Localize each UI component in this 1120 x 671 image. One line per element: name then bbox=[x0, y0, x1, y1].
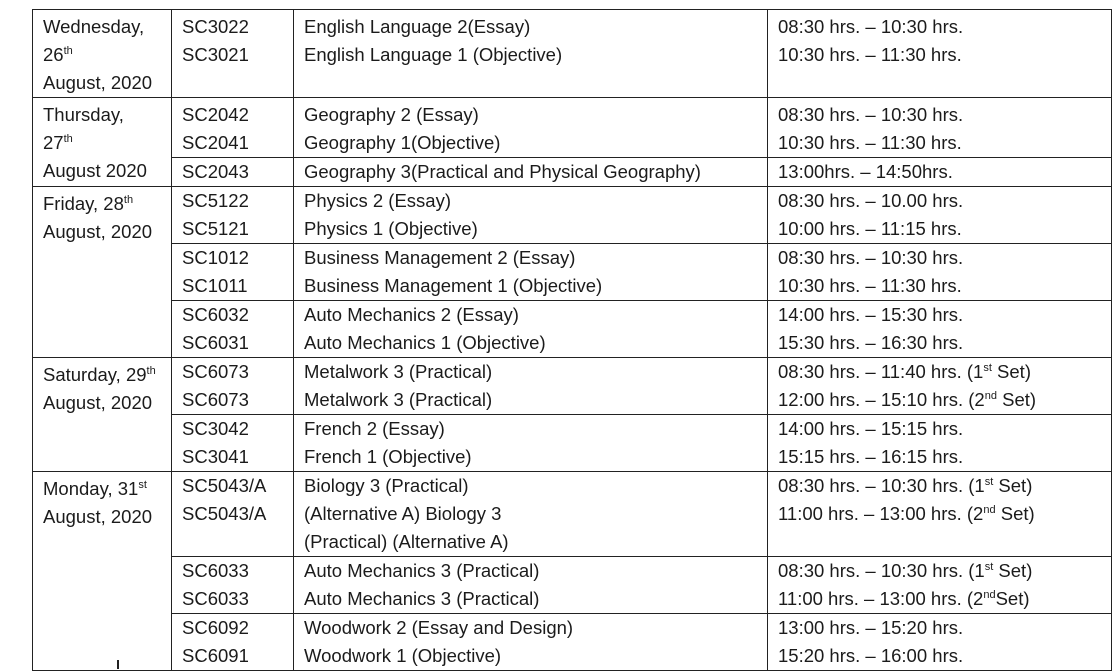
subject-name: Business Management 2 (Essay) bbox=[304, 247, 576, 268]
subject-cell bbox=[294, 557, 768, 614]
code-cell bbox=[172, 472, 294, 557]
time-slot: 14:00 hrs. – 15:30 hrs. bbox=[778, 304, 964, 325]
ordinal-suffix: nd bbox=[984, 390, 997, 402]
paper-code: SC5043/A bbox=[182, 475, 267, 496]
ordinal-suffix: st bbox=[983, 362, 992, 374]
date-line: August, 2020 bbox=[43, 392, 153, 413]
time-slot: 15:30 hrs. – 16:30 hrs. bbox=[778, 332, 964, 353]
time-slot: 11:00 hrs. – 13:00 hrs. (2nd Set) bbox=[778, 503, 1035, 524]
table-row bbox=[33, 614, 1112, 671]
time-slot: 10:30 hrs. – 11:30 hrs. bbox=[778, 275, 962, 296]
paper-code: SC2043 bbox=[182, 161, 249, 182]
code-cell bbox=[172, 98, 294, 158]
date-line: August, 2020 bbox=[43, 506, 153, 527]
time-cell bbox=[768, 98, 1112, 158]
code-cell bbox=[172, 187, 294, 244]
subject-name: (Alternative A) Biology 3 bbox=[304, 503, 502, 524]
subject-cell bbox=[294, 187, 768, 244]
time-cell bbox=[768, 557, 1112, 614]
subject-cell bbox=[294, 10, 768, 98]
date-line: August, 2020 bbox=[43, 221, 153, 242]
subject-name: Physics 1 (Objective) bbox=[304, 218, 478, 239]
code-cell bbox=[172, 301, 294, 358]
paper-code: SC6073 bbox=[182, 361, 249, 382]
time-cell bbox=[768, 187, 1112, 244]
subject-name: Auto Mechanics 1 (Objective) bbox=[304, 332, 546, 353]
ordinal-suffix: th bbox=[63, 45, 73, 57]
subject-cell bbox=[294, 244, 768, 301]
ordinal-suffix: th bbox=[146, 365, 156, 377]
subject-name: Metalwork 3 (Practical) bbox=[304, 389, 493, 410]
code-cell bbox=[172, 10, 294, 98]
paper-code: SC3022 bbox=[182, 16, 249, 37]
time-cell bbox=[768, 358, 1112, 415]
subject-name: Woodwork 1 (Objective) bbox=[304, 645, 502, 666]
subject-name: Geography 1(Objective) bbox=[304, 132, 501, 153]
date-cell bbox=[33, 358, 172, 472]
time-slot: 08:30 hrs. – 10:30 hrs. (1st Set) bbox=[778, 475, 1033, 496]
time-slot: 08:30 hrs. – 10.00 hrs. bbox=[778, 190, 964, 211]
subject-cell bbox=[294, 98, 768, 158]
paper-code: SC3021 bbox=[182, 44, 249, 65]
time-slot: 15:20 hrs. – 16:00 hrs. bbox=[778, 645, 964, 666]
time-slot: 08:30 hrs. – 10:30 hrs. (1st Set) bbox=[778, 560, 1033, 581]
subject-name: French 2 (Essay) bbox=[304, 418, 445, 439]
subject-cell bbox=[294, 415, 768, 472]
date-line: 27 bbox=[43, 132, 64, 153]
paper-code: SC3041 bbox=[182, 446, 249, 467]
paper-code: SC6033 bbox=[182, 588, 249, 609]
time-cell bbox=[768, 244, 1112, 301]
table-row bbox=[33, 557, 1112, 614]
paper-code: SC1012 bbox=[182, 247, 249, 268]
paper-code: SC1011 bbox=[182, 275, 248, 296]
time-cell bbox=[768, 158, 1112, 187]
time-slot: 13:00 hrs. – 15:20 hrs. bbox=[778, 617, 964, 638]
date-line: Thursday, bbox=[43, 104, 124, 125]
time-slot: 10:00 hrs. – 11:15 hrs. bbox=[778, 218, 962, 239]
paper-code: SC5121 bbox=[182, 218, 249, 239]
subject-cell bbox=[294, 614, 768, 671]
subject-name: French 1 (Objective) bbox=[304, 446, 472, 467]
paper-code: SC5043/A bbox=[182, 503, 267, 524]
code-cell bbox=[172, 614, 294, 671]
date-line: Saturday, 29 bbox=[43, 364, 147, 385]
exam-timetable bbox=[32, 9, 1112, 671]
table-row bbox=[33, 358, 1112, 415]
code-cell bbox=[172, 158, 294, 187]
date-line: Monday, 31 bbox=[43, 478, 139, 499]
table-row bbox=[33, 187, 1112, 244]
table-row bbox=[33, 98, 1112, 158]
ordinal-suffix: th bbox=[63, 133, 73, 145]
paper-code: SC2041 bbox=[182, 132, 249, 153]
code-cell bbox=[172, 244, 294, 301]
time-cell bbox=[768, 614, 1112, 671]
time-slot: 08:30 hrs. – 11:40 hrs. (1st Set) bbox=[778, 361, 1031, 382]
subject-name: (Practical) (Alternative A) bbox=[304, 531, 509, 552]
time-slot: 10:30 hrs. – 11:30 hrs. bbox=[778, 132, 962, 153]
date-line: Friday, 28 bbox=[43, 193, 124, 214]
table-row bbox=[33, 301, 1112, 358]
subject-name: Auto Mechanics 2 (Essay) bbox=[304, 304, 519, 325]
subject-name: Physics 2 (Essay) bbox=[304, 190, 452, 211]
paper-code: SC6092 bbox=[182, 617, 249, 638]
subject-name: Woodwork 2 (Essay and Design) bbox=[304, 617, 574, 638]
subject-cell bbox=[294, 158, 768, 187]
time-slot: 08:30 hrs. – 10:30 hrs. bbox=[778, 104, 964, 125]
date-cell bbox=[33, 10, 172, 98]
table-row bbox=[33, 415, 1112, 472]
subject-name: Geography 3(Practical and Physical Geography) bbox=[304, 161, 701, 182]
time-slot: 14:00 hrs. – 15:15 hrs. bbox=[778, 418, 964, 439]
subject-cell bbox=[294, 358, 768, 415]
time-slot: 08:30 hrs. – 10:30 hrs. bbox=[778, 247, 964, 268]
time-cell bbox=[768, 472, 1112, 557]
table-row bbox=[33, 10, 1112, 98]
time-slot: 11:00 hrs. – 13:00 hrs. (2ndSet) bbox=[778, 588, 1030, 609]
table-row bbox=[33, 158, 1112, 187]
paper-code: SC6032 bbox=[182, 304, 249, 325]
time-slot: 10:30 hrs. – 11:30 hrs. bbox=[778, 44, 962, 65]
date-line: August, 2020 bbox=[43, 72, 153, 93]
ordinal-suffix: nd bbox=[983, 589, 996, 601]
date-cell bbox=[33, 187, 172, 358]
code-cell bbox=[172, 557, 294, 614]
paper-code: SC3042 bbox=[182, 418, 249, 439]
code-cell bbox=[172, 415, 294, 472]
subject-name: Auto Mechanics 3 (Practical) bbox=[304, 588, 540, 609]
subject-name: English Language 1 (Objective) bbox=[304, 44, 563, 65]
code-cell bbox=[172, 358, 294, 415]
date-line: 26 bbox=[43, 44, 64, 65]
subject-name: Metalwork 3 (Practical) bbox=[304, 361, 493, 382]
subject-name: Auto Mechanics 3 (Practical) bbox=[304, 560, 540, 581]
ordinal-suffix: st bbox=[984, 561, 994, 573]
ordinal-suffix: st bbox=[138, 479, 147, 491]
date-line: Wednesday, bbox=[43, 16, 145, 37]
table-row bbox=[33, 472, 1112, 557]
subject-name: Business Management 1 (Objective) bbox=[304, 275, 603, 296]
paper-code: SC2042 bbox=[182, 104, 249, 125]
paper-code: SC6091 bbox=[182, 645, 249, 666]
time-cell bbox=[768, 10, 1112, 98]
paper-code: SC6031 bbox=[182, 332, 249, 353]
subject-name: Biology 3 (Practical) bbox=[304, 475, 469, 496]
time-slot: 12:00 hrs. – 15:10 hrs. (2nd Set) bbox=[778, 389, 1037, 410]
subject-cell bbox=[294, 301, 768, 358]
time-slot: 08:30 hrs. – 10:30 hrs. bbox=[778, 16, 964, 37]
subject-name: English Language 2(Essay) bbox=[304, 16, 531, 37]
time-slot: 13:00hrs. – 14:50hrs. bbox=[778, 161, 953, 182]
ordinal-suffix: th bbox=[123, 194, 134, 206]
subject-name: Geography 2 (Essay) bbox=[304, 104, 479, 125]
ordinal-suffix: st bbox=[984, 476, 994, 488]
paper-code: SC5122 bbox=[182, 190, 249, 211]
paper-code: SC6033 bbox=[182, 560, 249, 581]
time-cell bbox=[768, 415, 1112, 472]
date-line: August 2020 bbox=[43, 160, 147, 181]
table-row bbox=[33, 244, 1112, 301]
time-slot: 15:15 hrs. – 16:15 hrs. bbox=[778, 446, 964, 467]
date-cell bbox=[33, 472, 172, 671]
text-cursor-icon bbox=[117, 660, 119, 669]
paper-code: SC6073 bbox=[182, 389, 249, 410]
date-cell bbox=[33, 98, 172, 187]
subject-cell bbox=[294, 472, 768, 557]
ordinal-suffix: nd bbox=[983, 504, 996, 516]
time-cell bbox=[768, 301, 1112, 358]
